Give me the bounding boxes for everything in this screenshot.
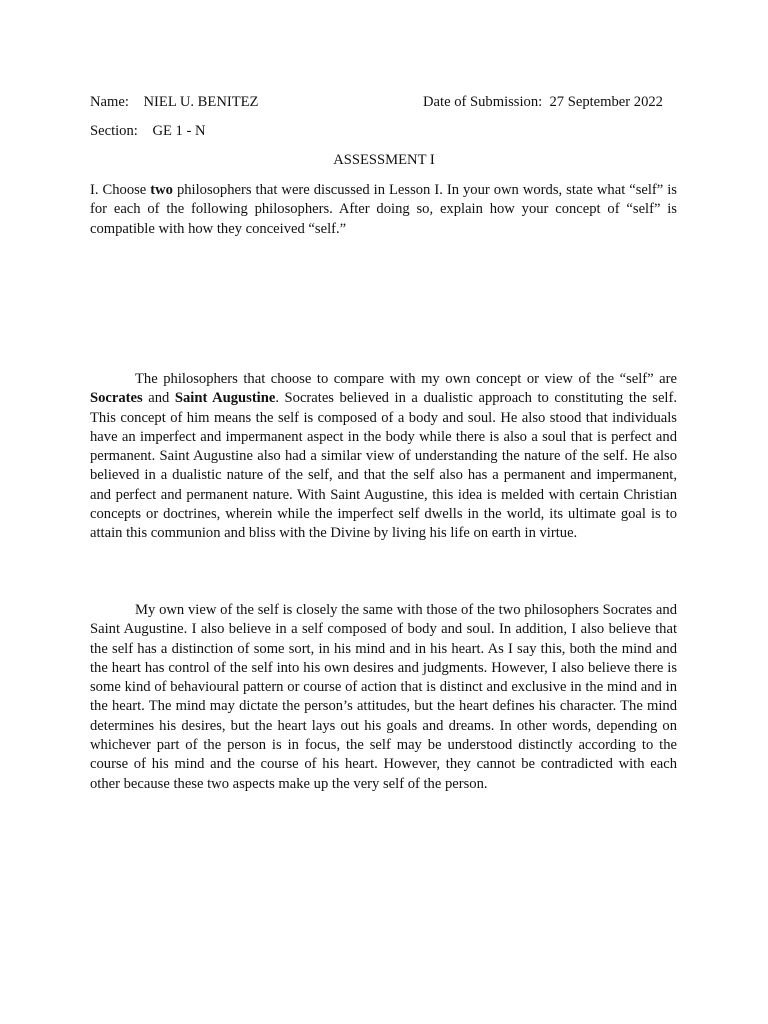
answer-paragraph-1	[90, 370, 677, 544]
paragraph1-intro: The philosophers that choose to compare with my own concept or view of the “self” are	[135, 371, 677, 387]
document-title: ASSESSMENT I	[333, 152, 435, 168]
answer-paragraph-2	[90, 601, 677, 794]
paragraph2-text: My own view of the self is closely the same with those of the two philosophers Socrates and Saint Augustine. I also believe in a self composed of body and soul. In addition, I also believe that the self has a distinction of some sort, in his mind and in his heart. As I say this, both the mind and the heart has control of the self into his own desires and judgments. However, I also believe there is some kind of behavioural pattern or course of action that is distinct and exclusive in the mind and in the heart. The mind may dictate the person’s attitudes, but the heart defines his character. The mind determines his desires, but the heart lays out his goals and dreams. In other words, depending on whichever part of the person is in focus, the self may be understood distinctly according to the course of his mind and the course of his heart. However, they cannot be contradicted with each other because these two aspects make up the very self of the person.	[90, 602, 677, 792]
section-value: GE 1 - N	[152, 123, 206, 139]
instructions-emphasis: two	[150, 182, 173, 198]
instructions-prefix: I. Choose	[90, 182, 151, 198]
name-label: Name:	[90, 94, 129, 110]
section-label: Section:	[90, 123, 138, 139]
philosopher-augustine: Saint Augustine	[174, 390, 276, 407]
name-value: NIEL U. BENITEZ	[143, 94, 259, 110]
submission-date-line	[423, 93, 663, 112]
philosopher-socrates: Socrates	[90, 390, 143, 407]
instructions-text: philosophers that were discussed in Lesson I. In your own words, state what “self” is for each of the following philosophers. After doing so, explain how your concept of “self” is compatible with how they conceived “self.”	[90, 182, 677, 237]
paragraph1-and: and	[142, 390, 175, 407]
name-line	[90, 93, 258, 112]
section-line	[90, 122, 206, 141]
date-value: 27 September 2022	[549, 94, 663, 110]
paragraph1-body: . Socrates believed in a dualistic approach to constituting the self. This concept of him means the self is composed of a body and soul. He also stood that individuals have an imperfect and impermanent aspect in the body while there is also a soul that is perfect and permanent. Saint Augustine also had a similar view of understanding the nature of the self. He also believed in a dualistic nature of the self, and that the self also has a permanent and impermanent, and perfect and permanent nature. With Saint Augustine, this idea is melded with certain Christian concepts or doctrines, wherein while the imperfect self dwells in the world, its ultimate goal is to attain this communion and bliss with the Divine by living his life on earth in virtue.	[90, 390, 677, 542]
instructions-paragraph	[90, 181, 677, 239]
date-label: Date of Submission:	[423, 94, 543, 110]
